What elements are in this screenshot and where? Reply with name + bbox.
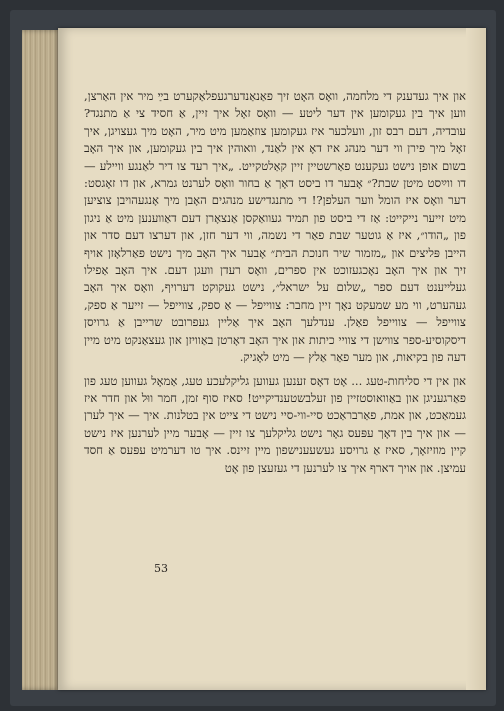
page-number: 53 — [154, 562, 168, 575]
paragraph-1: און איך געדענק די מלחמה, וואָס האָט זיך פאַנאַנדערגעפלאַקערט בײַ מיר אין האַרצן, ווען איך בין געקומען אין דער ליטע — וואָס זאָל איך זיין, אַ חסיד צי אַ מתנגד? עובדיה, דעם רבס זון, וועלכער איז געקומען צוזאַמען מיט מיר, האָט מיך געצויגן, איך זאָל מיך פירן ווי דער מנהג איז דאָ אין לאַנד, וואוהין איך בין געקומען, און איך האָב בשום אופן נישט געקענט פאַרשטיין זיין קאַלטקייט. „איך רעד צו דיר לאַנגע וויילע — דו ווײַסט מיטן שבת?״ אָבער דו ביסט דאָך אַ בחור וואָס לערנט גמרא, און דו זאָגסט: דער וואָס איז הומל ווער העלפן?! די מתנגדישע מנהגים האָבן מיך אָנגעהויבן צוציען מיט זייער נייקייט: אַז די ביסט פון תמיד געוואַקסן אַנצאָרן דעם דאַווענען מיט אַ ניגון פון „הודו״, איז אַ גוטער שבת פאַר די נשמה, ווי דער חזן, און דערצו דעם סדר און הייבן פּליצים און „מזמור שיר חנוכת הבית״ אָבער איך האָב מיך נישט פאַרלאָזן אויף זיך און איך האָב נאָכגעזוכט אין ספרים, וואָס רעדן וועגן דעם. איך האָב אַפילו געלייענט דעם ספר „שלום על ישראל״, נישט געקוקט דערויף, וואָס איך האָב געהערט, ווי מע שמעקט נאָך זיין מחבר: צווייפל — אַ ספק, צווייפל — זייער אַ ספק, צווייפל — צווייפל פאַלן. ענדלעך האָב איך אַליין געפרובט שרייבן אַ גרויסן דיסקוסיע-ספר צווישן די צוויי כיתות און איך האָב דאָרטן באַוויזן און געצאַנקט מיט מיין דעה פון בקיאות, און מער פאַר אַלץ — מיט לאָגיק. — [84, 89, 466, 365]
page-stack-edge — [22, 30, 62, 690]
page-fold — [466, 28, 486, 690]
page-text — [84, 88, 466, 477]
paragraph-2: און אין די סליחות-טעג ... אָט דאָס זענען געווען גליקלעכע טעג, אַמאָל געווען טעג פון פאַרגעניגן און באַוואוסטזיין פון זעלבשטענדיקייט! סאיז סוף זמן, חמר ווּל און חדר איז געמאַכט, און אמת, פאַרבראַכט סיי-ווי-סיי נישט די צייט אין בטלנות. איך — איך לערן — און איך בין דאָך עפּעס גאָר נישט גליקלעך צו זיין — אָבער מיין לערנען איז נישט קיין מוזיזאָך, סאיז אַ גרויסע געשעענישפון מיין זיינס. איך טו דערמיט עפּעס אַ חסד עמיצן. און אויך דארף איך צו לערנען די געזעצן פון אָט — [84, 373, 466, 475]
